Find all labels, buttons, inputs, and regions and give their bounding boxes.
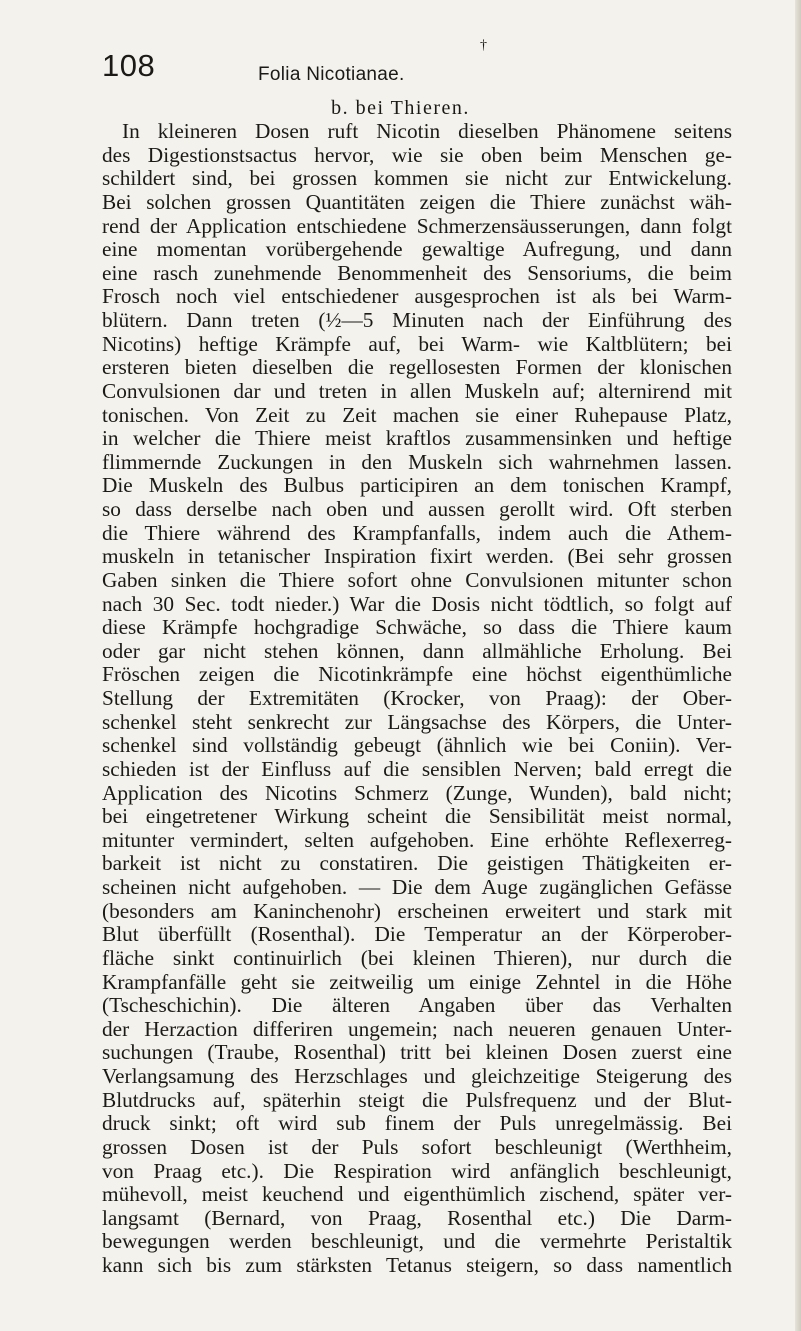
text-line: eine rasch zunehmende Benommenheit des Sensoriums, die beim [102,260,732,285]
text-line: muskeln in tetanischer Inspiration fixirt werden. (Bei sehr grossen [102,544,732,569]
page-number: 108 [102,48,156,83]
text-line: (besonders am Kaninchenohr) erscheinen erweitert und stark mit [102,898,732,923]
body-text [102,120,732,1278]
text-line: Fröschen zeigen die Nicotinkrämpfe eine höchst eigenthümliche [102,662,732,687]
text-line: druck sinkt; oft wird sub finem der Puls unregelmässig. Bei [102,1111,732,1136]
text-line: Bei solchen grossen Quantitäten zeigen die Thiere zunächst wäh- [102,189,732,214]
text-line: Gaben sinken die Thiere sofort ohne Convulsionen mitunter schon [102,567,732,592]
text-line: flimmernde Zuckungen in den Muskeln sich wahrnehmen lassen. [102,449,732,474]
text-line: fläche sinkt continuirlich (bei kleinen Thieren), nur durch die [102,945,732,970]
text-line: schieden ist der Einfluss auf die sensiblen Nerven; bald erregt die [102,756,732,781]
text-line: tonischen. Von Zeit zu Zeit machen sie einer Ruhepause Platz, [102,402,732,427]
text-line: blütern. Dann treten (½—5 Minuten nach der Einführung des [102,308,732,332]
text-line: In kleineren Dosen ruft Nicotin dieselben Phänomene seitens [122,119,732,143]
dagger-mark: † [480,38,487,53]
text-line: schildert sind, bei grossen kommen sie nicht zur Entwickelung. [102,166,732,191]
text-line: so dass derselbe nach oben und aussen gerollt wird. Oft sterben [102,497,732,521]
text-line: die Thiere während des Krampfanfalls, indem auch die Athem- [102,520,732,545]
text-line: (Tscheschichin). Die älteren Angaben über das Verhalten [102,993,732,1018]
text-line: grossen Dosen ist der Puls sofort beschleunigt (Werthheim, [102,1134,732,1159]
running-head: Folia Nicotianae. [258,64,405,85]
text-line: schenkel sind vollständig gebeugt (ähnlich wie bei Coniin). Ver- [102,733,732,758]
text-line: bewegungen werden beschleunigt, und die vermehrte Peristaltik [102,1229,732,1254]
text-line: oder gar nicht stehen können, dann allmähliche Erholung. Bei [102,638,732,663]
page-edge [795,0,801,1331]
text-line: Convulsionen dar und treten in allen Muskeln auf; alternirend mit [102,378,732,403]
text-line: scheinen nicht aufgehoben. — Die dem Auge zugänglichen Gefässe [102,875,732,899]
text-line: Krampfanfälle geht sie zeitweilig um einige Zehntel in die Höhe [102,969,732,994]
text-line: ersteren bieten dieselben die regellosesten Formen der klonischen [102,355,732,380]
text-line: langsamt (Bernard, von Praag, Rosenthal etc.) Die Darm- [102,1205,732,1230]
text-line: des Digestionstsactus hervor, wie sie oben beim Menschen ge- [102,142,732,167]
section-heading: b. bei Thieren. [331,97,470,119]
page-header [102,46,741,86]
text-line: mitunter vermindert, selten aufgehoben. Eine erhöhte Reflexerreg- [102,827,732,852]
text-line: kann sich bis zum stärksten Tetanus steigern, so dass namentlich [102,1253,732,1277]
text-line: der Herzaction differiren ungemein; nach neueren genauen Unter- [102,1016,732,1041]
text-line: Blut überfüllt (Rosenthal). Die Temperatur an der Körperober- [102,922,732,947]
text-line: Nicotins) heftige Krämpfe auf, bei Warm- wie Kaltblütern; bei [102,331,732,356]
text-line: suchungen (Traube, Rosenthal) tritt bei kleinen Dosen zuerst eine [102,1040,732,1065]
text-line: Blutdrucks auf, späterhin steigt die Pulsfrequenz und der Blut- [102,1087,732,1112]
text-line: rend der Application entschiedene Schmerzensäusserungen, dann folgt [102,213,732,238]
text-line: Application des Nicotins Schmerz (Zunge, Wunden), bald nicht; [102,780,732,805]
text-line: eine momentan vorübergehende gewaltige Aufregung, und dann [102,237,732,262]
text-line: bei eingetretener Wirkung scheint die Sensibilität meist normal, [102,804,732,829]
text-line: schenkel steht senkrecht zur Längsachse des Körpers, die Unter- [102,709,732,734]
text-line: von Praag etc.). Die Respiration wird anfänglich beschleunigt, [102,1158,732,1183]
text-line: nach 30 Sec. todt nieder.) War die Dosis nicht tödtlich, so folgt auf [102,591,732,616]
text-line: Verlangsamung des Herzschlages und gleichzeitige Steigerung des [102,1064,732,1088]
text-line: Stellung der Extremitäten (Krocker, von Praag): der Ober- [102,686,732,710]
text-line: diese Krämpfe hochgradige Schwäche, so dass die Thiere kaum [102,615,732,640]
text-line: barkeit ist nicht zu constatiren. Die geistigen Thätigkeiten er- [102,851,732,876]
text-line: Frosch noch viel entschiedener ausgesprochen ist als bei Warm- [102,284,732,309]
text-line: in welcher die Thiere meist kraftlos zusammensinken und heftige [102,426,732,451]
text-line: Die Muskeln des Bulbus participiren an dem tonischen Krampf, [102,473,732,498]
text-line: mühevoll, meist keuchend und eigenthümlich zischend, später ver- [102,1182,732,1207]
